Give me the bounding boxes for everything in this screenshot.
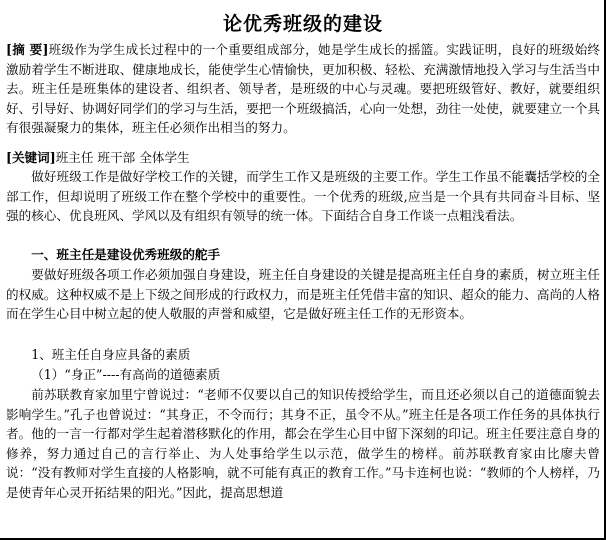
abstract-label: [摘 要] bbox=[6, 42, 49, 57]
page-title: 论优秀班级的建设 bbox=[222, 13, 383, 35]
keywords-paragraph bbox=[6, 148, 600, 168]
subsection-heading: 1、班主任自身应具备的素质 bbox=[31, 347, 191, 362]
abstract-paragraph bbox=[6, 40, 600, 158]
section-paragraph: 要做好班级各项工作必须加强自身建设，班主任自身建设的关键是提高班主任自身的素质，树立班主任的权威。这种权威不是上下级之间形成的行政权力，而是班主任凭借丰富的知识、超众的能力、高尚的人格而在学生心目中树立起的使人敬服的声誉和威望，它是做好班主任工作的无形资本。 bbox=[6, 267, 600, 322]
subsubsection-heading: （1）“身正”----有高尚的道德素质 bbox=[31, 367, 221, 382]
intro-paragraph: 做好班级工作是做好学校工作的关键，而学生工作又是班级的主要工作。学生工作虽不能囊括学校的全部工作，但却说明了班级工作在整个学校中的重要性。一个优秀的班级,应当是一个具有共同奋斗目标、坚强的核心、优良班风、学风以及有组织有领导的统一体。下面结合自身工作谈一点粗浅看法。 bbox=[6, 169, 600, 224]
section-heading: 一、班主任是建设优秀班级的舵手 bbox=[31, 247, 221, 262]
body-paragraph: 前苏联教育家加里宁曾说过：“老师不仅要以自己的知识传授给学生，而且还必须以自己的道德面貌去影响学生。”孔子也曾说过：“其身正，不令而行；其身不正，虽令不从。”班主任是各项工作任务的具体执行者。他的一言一行都对学生起着潜移默化的作用，都会在学生心目中留下深刻的印记。班主任要注意自身的修养，努力通过自己的言行举止、为人处事给学生以示范，做学生的榜样。前苏联教育家由比廖夫曾说：“没有教师对学生直接的人格影响，就不可能有真正的教育工作。”马卡连柯也说：“教师的个人榜样，乃是使青年心灵开拓结果的阳光。”因此，提高思想道 bbox=[6, 387, 600, 500]
abstract-text: 班级作为学生成长过程中的一个重要组成部分，她是学生成长的摇篮。实践证明，良好的班级始终激励着学生不断进取、健康地成长，能使学生心情愉快，更加积极、轻松、充满激情地投入学习与生活当中去。班主任是班集体的建设者、组织者、领导者，是班级的中心与灵魂。要把班级管好、教好，就要组织好、引导好、协调好同学们的学习与生活，要把一个班级搞活，心向一处想，劲往一处使，就要建立一个具有很强凝聚力的集体，班主任必须作出相当的努力。 bbox=[6, 42, 600, 136]
keywords-label: [关键词] bbox=[6, 150, 56, 165]
keywords-text: 班主任 班干部 全体学生 bbox=[55, 150, 190, 165]
